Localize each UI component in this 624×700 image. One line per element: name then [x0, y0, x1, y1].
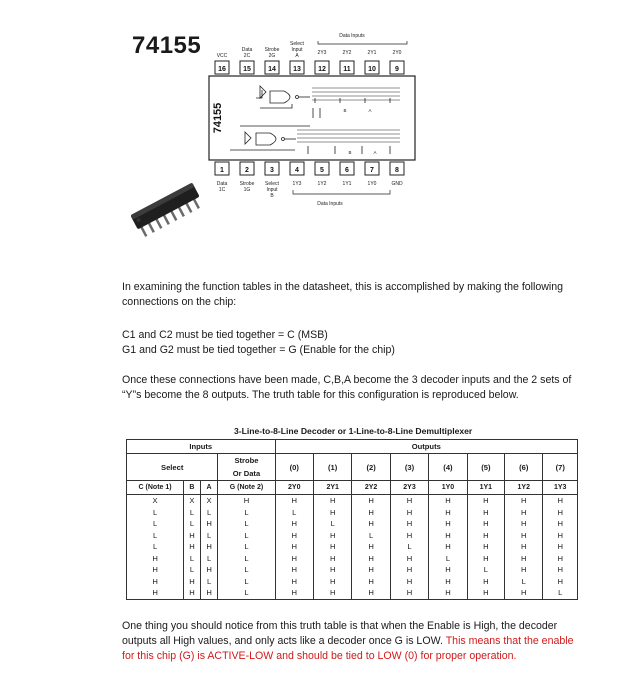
- pin-label: Data: [216, 181, 228, 187]
- table-cell: L: [127, 541, 184, 553]
- pin-label: 1Y0: [367, 181, 377, 187]
- table-cell: L: [505, 576, 543, 588]
- pin-label: 2G: [268, 53, 276, 59]
- table-cell: L: [467, 564, 504, 576]
- chip-title: 74155: [132, 32, 202, 59]
- pin-number: 8: [395, 167, 399, 174]
- pin-label: A: [295, 53, 299, 59]
- table-cell: H: [313, 507, 351, 519]
- table-cell: L: [218, 530, 275, 542]
- pin-number: 15: [243, 66, 251, 73]
- table-cell: H: [390, 495, 428, 507]
- pin-number: 2: [245, 167, 249, 174]
- table-cell: X: [127, 495, 184, 507]
- pin-number: 11: [343, 66, 351, 73]
- table-cell: L: [218, 564, 275, 576]
- gate-input-label: B: [343, 108, 347, 113]
- strobe-header: Strobe: [218, 454, 275, 468]
- column-header: C (Note 1): [127, 481, 184, 495]
- table-cell: H: [429, 507, 467, 519]
- table-cell: H: [390, 530, 428, 542]
- pin-label: Select: [265, 181, 279, 187]
- column-header: 1Y2: [505, 481, 543, 495]
- table-cell: H: [429, 530, 467, 542]
- pin-number: 6: [345, 167, 349, 174]
- table-cell: L: [184, 507, 201, 519]
- table-cell: H: [352, 587, 390, 599]
- table-cell: L: [352, 530, 390, 542]
- table-cell: H: [467, 530, 504, 542]
- table-cell: H: [543, 495, 578, 507]
- pin-label: 1C: [218, 187, 226, 193]
- table-cell: H: [543, 507, 578, 519]
- pin-number: 7: [370, 167, 374, 174]
- pin-number: 14: [268, 66, 276, 73]
- table-row: [127, 576, 578, 588]
- table-cell: H: [467, 507, 504, 519]
- table-cell: H: [275, 518, 313, 530]
- table-cell: H: [184, 541, 201, 553]
- table-cell: H: [467, 553, 504, 565]
- table-cell: H: [429, 495, 467, 507]
- table-cell: H: [505, 541, 543, 553]
- table-cell: L: [127, 530, 184, 542]
- column-header: 1Y1: [467, 481, 504, 495]
- ic-body: [209, 76, 415, 160]
- pin-label: Input: [266, 187, 278, 193]
- table-cell: L: [200, 576, 218, 588]
- table-cell: H: [184, 576, 201, 588]
- truth-table: [126, 439, 578, 600]
- upper-gate-network: [256, 86, 400, 118]
- table-row: [127, 507, 578, 519]
- table-cell: H: [127, 553, 184, 565]
- pin-label: 1Y2: [317, 181, 327, 187]
- ic-label: 74155: [212, 102, 224, 134]
- table-cell: H: [200, 564, 218, 576]
- table-cell: H: [313, 495, 351, 507]
- table-cell: H: [390, 587, 428, 599]
- data-inputs-label: Data Inputs: [339, 33, 365, 39]
- pin-number: 5: [320, 167, 324, 174]
- table-cell: H: [505, 564, 543, 576]
- table-cell: H: [127, 587, 184, 599]
- table-cell: H: [390, 507, 428, 519]
- table-row: [127, 530, 578, 542]
- table-cell: H: [505, 530, 543, 542]
- table-cell: H: [467, 495, 504, 507]
- pin-label: Select: [290, 41, 304, 47]
- table-cell: L: [543, 587, 578, 599]
- table-cell: H: [505, 553, 543, 565]
- pin-label: 2Y1: [367, 50, 377, 56]
- pin-label: 2Y2: [342, 50, 352, 56]
- table-cell: H: [352, 553, 390, 565]
- table-cell: L: [218, 518, 275, 530]
- out-num-1: (1): [313, 454, 351, 481]
- table-cell: H: [543, 541, 578, 553]
- conclusion-text: One thing you should notice from this truth table is that when the Enable is High, the decoder outputs all High values, and only acts like a decoder once G is LOW.: [122, 620, 558, 647]
- pin-label: 1Y3: [292, 181, 302, 187]
- table-cell: L: [218, 541, 275, 553]
- outputs-header: Outputs: [275, 440, 577, 454]
- pin-number: 3: [270, 167, 274, 174]
- table-cell: H: [429, 576, 467, 588]
- pin-label: 2C: [243, 53, 251, 59]
- table-row: [127, 518, 578, 530]
- table-cell: L: [390, 541, 428, 553]
- table-cell: H: [352, 495, 390, 507]
- table-cell: H: [275, 587, 313, 599]
- pin-label: VCC: [216, 53, 228, 59]
- select-header: Select: [127, 454, 218, 481]
- table-cell: L: [275, 507, 313, 519]
- table-cell: H: [390, 518, 428, 530]
- table-cell: H: [543, 530, 578, 542]
- table-cell: H: [352, 507, 390, 519]
- table-cell: L: [218, 576, 275, 588]
- table-cell: X: [200, 495, 218, 507]
- pin-label: 2Y3: [317, 50, 327, 56]
- table-cell: H: [218, 495, 275, 507]
- table-cell: L: [184, 518, 201, 530]
- pin-label: 1G: [243, 187, 251, 193]
- table-cell: L: [184, 564, 201, 576]
- table-cell: L: [127, 518, 184, 530]
- table-cell: H: [505, 495, 543, 507]
- column-header: 2Y0: [275, 481, 313, 495]
- table-cell: H: [313, 587, 351, 599]
- pin-label: B: [270, 193, 274, 199]
- column-header: 2Y2: [352, 481, 390, 495]
- pin-label: Strobe: [239, 181, 255, 187]
- table-cell: L: [200, 530, 218, 542]
- table-row: [127, 587, 578, 599]
- column-header: B: [184, 481, 201, 495]
- data-inputs-bracket: [293, 190, 390, 194]
- table-cell: H: [467, 518, 504, 530]
- out-num-7: (7): [543, 454, 578, 481]
- pin-label: 1Y1: [342, 181, 352, 187]
- pin-number: 1: [220, 167, 224, 174]
- table-cell: L: [218, 553, 275, 565]
- data-inputs-label: Data Inputs: [317, 201, 343, 207]
- table-cell: H: [352, 564, 390, 576]
- table-cell: H: [467, 587, 504, 599]
- table-cell: H: [429, 541, 467, 553]
- table-cell: H: [543, 518, 578, 530]
- table-cell: H: [467, 576, 504, 588]
- pin-label: 2Y0: [392, 50, 402, 56]
- column-header: 2Y3: [390, 481, 428, 495]
- table-row: [127, 541, 578, 553]
- pin-label: Data: [241, 47, 253, 53]
- table-row: [127, 495, 578, 507]
- connection-g: G1 and G2 must be tied together = G (Enable for the chip): [122, 344, 395, 356]
- pin-label: GND: [391, 181, 403, 187]
- table-cell: H: [200, 587, 218, 599]
- table-cell: H: [200, 541, 218, 553]
- table-cell: H: [429, 518, 467, 530]
- gate-input-label: A: [373, 150, 377, 155]
- table-cell: L: [218, 507, 275, 519]
- column-header: 1Y3: [543, 481, 578, 495]
- table-cell: H: [200, 518, 218, 530]
- table-cell: H: [275, 495, 313, 507]
- intro-paragraph: In examining the function tables in the datasheet, this is accomplished by making the following connections on the chip:: [122, 281, 564, 308]
- out-num-0: (0): [275, 454, 313, 481]
- pin-number: 13: [293, 66, 301, 73]
- table-cell: H: [390, 576, 428, 588]
- or-data-header: Or Data: [218, 467, 275, 481]
- table-cell: H: [313, 541, 351, 553]
- table-cell: H: [429, 587, 467, 599]
- table-cell: H: [390, 564, 428, 576]
- data-inputs-bracket: [318, 41, 407, 44]
- gate-input-label: B: [348, 150, 352, 155]
- column-header: A: [200, 481, 218, 495]
- table-row: [127, 564, 578, 576]
- table-cell: H: [313, 553, 351, 565]
- table-cell: H: [313, 530, 351, 542]
- table-cell: H: [313, 564, 351, 576]
- out-num-5: (5): [467, 454, 504, 481]
- table-cell: H: [275, 541, 313, 553]
- table-cell: H: [275, 576, 313, 588]
- pin-number: 10: [368, 66, 376, 73]
- table-cell: H: [505, 518, 543, 530]
- gate-input-label: A: [368, 108, 372, 113]
- pin-number: 9: [395, 66, 399, 73]
- column-header: 1Y0: [429, 481, 467, 495]
- table-cell: H: [505, 587, 543, 599]
- table-cell: L: [200, 507, 218, 519]
- column-header: G (Note 2): [218, 481, 275, 495]
- out-num-4: (4): [429, 454, 467, 481]
- table-cell: H: [352, 518, 390, 530]
- truth-table-title: 3-Line-to-8-Line Decoder or 1-Line-to-8-Line Demultiplexer: [234, 426, 473, 436]
- table-cell: H: [505, 507, 543, 519]
- table-cell: X: [184, 495, 201, 507]
- conclusion-paragraph: [122, 619, 582, 664]
- table-cell: H: [352, 541, 390, 553]
- table-cell: H: [429, 564, 467, 576]
- column-header: 2Y1: [313, 481, 351, 495]
- out-num-3: (3): [390, 454, 428, 481]
- table-cell: L: [218, 587, 275, 599]
- table-cell: H: [543, 564, 578, 576]
- table-cell: H: [313, 576, 351, 588]
- table-cell: H: [275, 530, 313, 542]
- table-cell: H: [127, 564, 184, 576]
- out-num-2: (2): [352, 454, 390, 481]
- pin-number: 4: [295, 167, 299, 174]
- table-cell: L: [127, 507, 184, 519]
- pin-number: 16: [218, 66, 226, 73]
- table-row: [127, 553, 578, 565]
- table-cell: L: [429, 553, 467, 565]
- table-cell: H: [275, 553, 313, 565]
- pin-number: 12: [318, 66, 326, 73]
- dip-chip-image: [126, 180, 206, 242]
- table-cell: H: [184, 587, 201, 599]
- table-cell: H: [390, 553, 428, 565]
- table-cell: L: [200, 553, 218, 565]
- table-cell: H: [543, 576, 578, 588]
- pinout-diagram: [200, 28, 420, 218]
- out-num-6: (6): [505, 454, 543, 481]
- table-cell: H: [127, 576, 184, 588]
- connection-c: C1 and C2 must be tied together = C (MSB): [122, 329, 328, 341]
- pin-label: Input: [291, 47, 303, 53]
- table-cell: H: [275, 564, 313, 576]
- table-cell: L: [313, 518, 351, 530]
- table-cell: H: [467, 541, 504, 553]
- table-cell: L: [184, 553, 201, 565]
- pin-label: Strobe: [264, 47, 280, 53]
- decoder-paragraph: Once these connections have been made, C,B,A become the 3 decoder inputs and the 2 sets of “Y”s become the 8 outputs. The truth table for this configuration is reproduced below.: [122, 374, 572, 401]
- table-cell: H: [352, 576, 390, 588]
- table-cell: H: [184, 530, 201, 542]
- inputs-header: Inputs: [127, 440, 276, 454]
- table-cell: H: [543, 553, 578, 565]
- active-low-note: This means that the enable for this chip (G) is ACTIVE-LOW and should be tied to LOW (0) for proper operation.: [122, 635, 574, 662]
